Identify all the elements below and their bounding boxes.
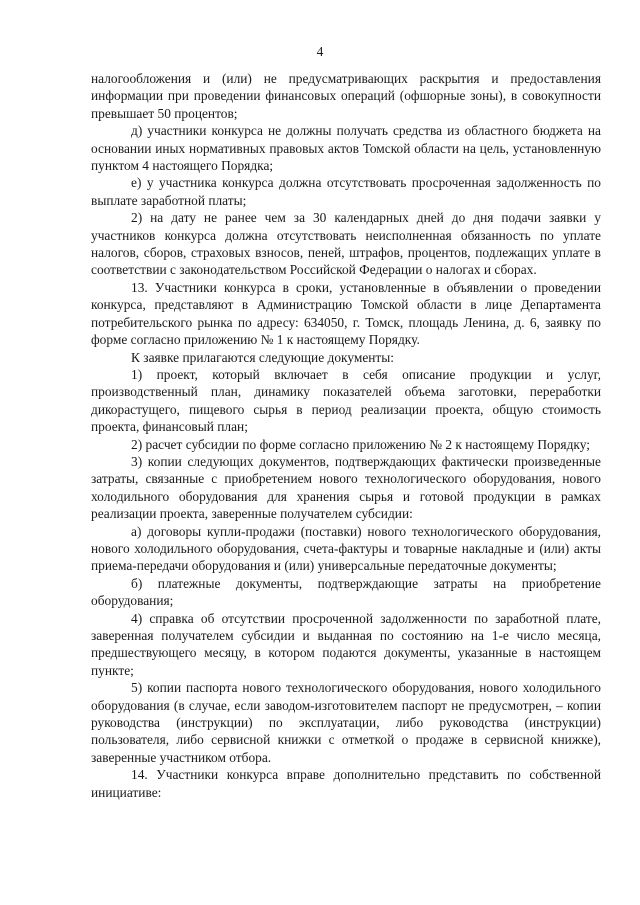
paragraph-clause-14: 14. Участники конкурса вправе дополнительно представить по собственной инициативе:: [91, 767, 601, 800]
paragraph-item-2: 2) на дату не ранее чем за 30 календарных дней до дня подачи заявки у участников конкурса должна отсутствовать неисполненная обязанность по уплате налогов, сборов, страховых взносов, пеней, штрафов, процентов, подлежащих уплате в соответствии с законодательством Российской Федерации о налогах и сборах.: [91, 210, 601, 278]
paragraph-item-e: е) у участника конкурса должна отсутствовать просроченная задолженность по выплате заработной платы;: [91, 175, 601, 208]
text-body: [91, 70, 601, 801]
paragraph-item-d: д) участники конкурса не должны получать средства из областного бюджета на основании иных нормативных правовых актов Томской области на цель, установленную пунктом 4 настоящего Порядка;: [91, 123, 601, 174]
paragraph-doc-3b: б) платежные документы, подтверждающие затраты на приобретение оборудования;: [91, 575, 601, 609]
page-number: 4: [316, 44, 324, 59]
paragraph-doc-4: 4) справка об отсутствии просроченной задолженности по заработной плате, заверенная получателем субсидии и выданная по состоянию на 1-е число месяца, предшествующего месяцу, в котором подаются документы, указанные в настоящем пункте;: [91, 610, 601, 678]
paragraph-doc-1: 1) проект, который включает в себя описание продукции и услуг, производственный план, динамику показателей объема заготовки, переработки дикорастущего, пищевого сырья в период реализации проекта, общую стоимость проекта, финансовый план;: [91, 366, 601, 435]
paragraph-doc-2: 2) расчет субсидии по форме согласно приложению № 2 к настоящему Порядку;: [131, 436, 590, 452]
paragraph-doc-5: 5) копии паспорта нового технологического оборудования, нового холодильного оборудования (в случае, если заводом-изготовителем паспорт не предусмотрен, – копии руководства (инструкции) по эксплуатации, либо руководства (инструкции) пользователя, либо сервисной книжки с отметкой о продаже в сервисной книжке), заверенные участником отбора.: [91, 680, 601, 765]
paragraph-doc-3: 3) копии следующих документов, подтверждающих фактически произведенные затраты, связанные с приобретением нового технологического оборудования, нового холодильного оборудования для хранения сырья и готовой продукции в рамках реализации проекта, заверенные получателем субсидии:: [91, 453, 601, 522]
paragraph-attachments-intro: К заявке прилагаются следующие документы:: [131, 349, 395, 365]
paragraph-continuation: налогообложения и (или) не предусматривающих раскрытия и предоставления информации при проведении финансовых операций (офшорные зоны), в совокупности превышает 50 процентов;: [91, 71, 601, 121]
paragraph-doc-3a: а) договоры купли-продажи (поставки) нового технологического оборудования, нового холодильного оборудования, счета-фактуры и товарные накладные и (или) акты приема-передачи оборудования и (или) универсальные передаточные документы;: [91, 523, 601, 574]
paragraph-clause-13: 13. Участники конкурса в сроки, установленные в объявлении о проведении конкурса, представляют в Администрацию Томской области в лице Департамента потребительского рынка по адресу: 634050, г. Томск, площадь Ленина, д. 6, заявку по форме согласно приложению № 1 к настоящему Порядку.: [91, 279, 601, 348]
